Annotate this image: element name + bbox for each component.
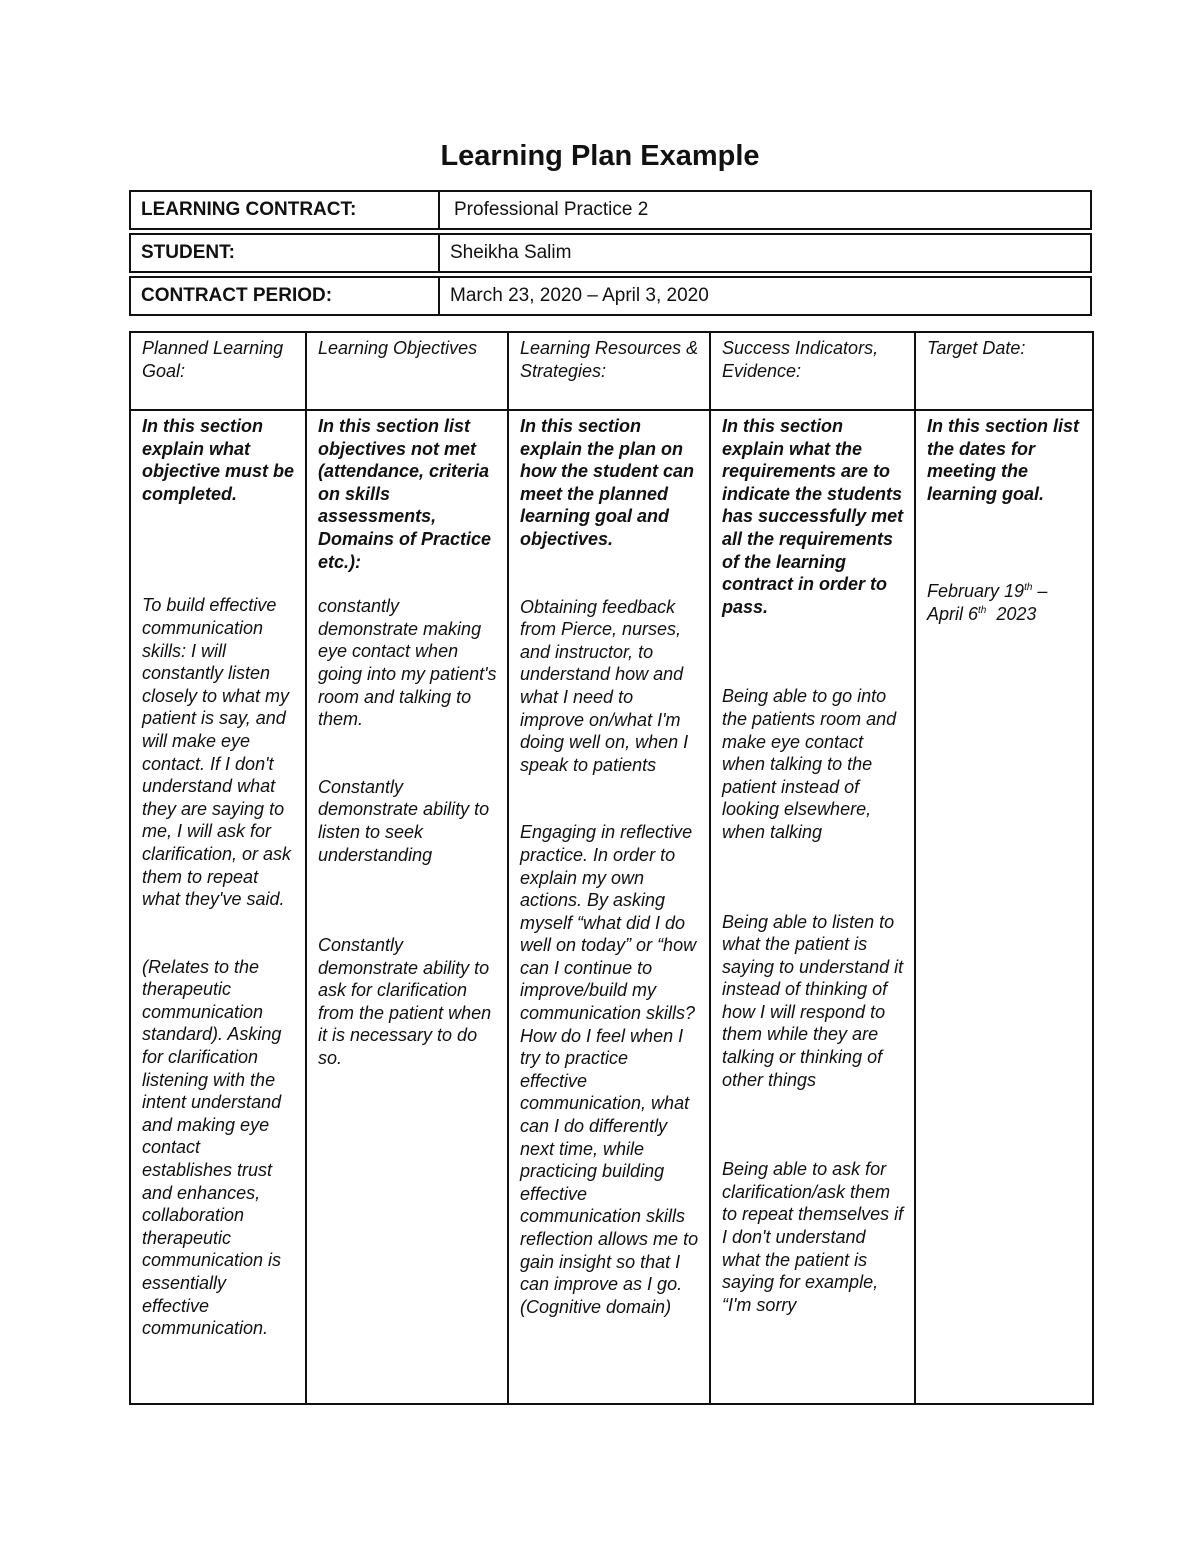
contract-row [129,190,1092,230]
goal-text: To build effective communication skills: I will constantly listen closely to what my patient is say, and will make eye contact. If I don't understand what they are saying to me, I will ask for clarification, or ask them to repeat what they've said. [142,595,292,910]
resources-instruction: In this section explain the plan on how the student can meet the planned learning goal and objectives. [520,416,695,549]
contract-table [129,187,1092,319]
objectives-cell [306,410,508,1404]
indicator-item: Being able to ask for clarification/ask them to repeat themselves if I don't understand what the patient is saying for example, “I'm sorry [722,1159,904,1315]
plan-header-row [130,332,1093,410]
target-date-range [927,580,1082,625]
resource-item: Engaging in reflective practice. In order to explain my own actions. By asking myself “what did I do well on today” or “how can I continue to improve/build my communication skills? How do I feel when I try to practice effective communication, what can I do differently next time, while practicing building effective communication skills reflection allows me to gain insight so that I can improve as I go. (Cognitive domain) [520,822,699,1317]
target-date-cell [915,410,1093,1404]
indicators-cell [710,410,915,1404]
plan-body-row [130,410,1093,1404]
header-target-date: Target Date: [915,332,1093,410]
start-date-suffix: th [1024,582,1033,594]
goal-rationale: (Relates to the therapeutic communication standard). Asking for clarification listening with the intent understand and making eye contact establishes trust and enhances, collaboration therapeutic communication is essentially effective communication. [142,956,282,1339]
contract-value: March 23, 2020 – April 3, 2020 [439,276,1092,316]
end-date-suffix: th [978,604,987,616]
start-date: February 19 [927,581,1025,602]
page-title: Learning Plan Example [440,140,760,172]
objectives-instruction: In this section list objectives not met (attendance, criteria on skills assessments, Domains of Practice etc.): [318,416,492,572]
resources-cell [508,410,710,1404]
contract-value: Sheikha Salim [439,233,1092,273]
learning-plan-table [129,331,1094,1405]
header-objectives: Learning Objectives [306,332,508,410]
objective-item: Constantly demonstrate ability to ask for clarification from the patient when it is necessary to do so. [318,935,492,1069]
end-year: 2023 [986,603,1037,624]
contract-label: CONTRACT PERIOD: [129,276,439,316]
contract-row [129,276,1092,316]
indicator-item: Being able to listen to what the patient is saying to understand it instead of thinking of how I will respond to them while they are talking or thinking of other things [722,911,904,1090]
end-date: April 6 [927,603,979,624]
goal-cell [130,410,306,1404]
resource-item: Obtaining feedback from Pierce, nurses, and instructor, to understand how and what I need to improve on/what I'm doing well on, when I speak to patients [520,596,689,775]
indicator-item: Being able to go into the patients room and make eye contact when talking to the patient instead of looking elsewhere, when talking [722,686,897,842]
target-instruction: In this section list the dates for meeting the learning goal. [927,416,1080,504]
contract-value: Professional Practice 2 [439,190,1092,230]
contract-row [129,233,1092,273]
header-resources: Learning Resources & Strategies: [508,332,710,410]
contract-label: STUDENT: [129,233,439,273]
contract-label: LEARNING CONTRACT: [129,190,439,230]
objective-item: constantly demonstrate making eye contact when going into my patient's room and talking to them. [318,596,497,730]
header-indicators: Success Indicators, Evidence: [710,332,915,410]
header-planned-goal: Planned Learning Goal: [130,332,306,410]
goal-instruction: In this section explain what objective must be completed. [142,416,295,504]
objective-item: Constantly demonstrate ability to listen to seek understanding [318,776,490,865]
indicators-instruction: In this section explain what the requirements are to indicate the students has successfully met all the requirements of the learning contract in order to pass. [722,416,904,617]
date-dash: – [1032,581,1048,602]
